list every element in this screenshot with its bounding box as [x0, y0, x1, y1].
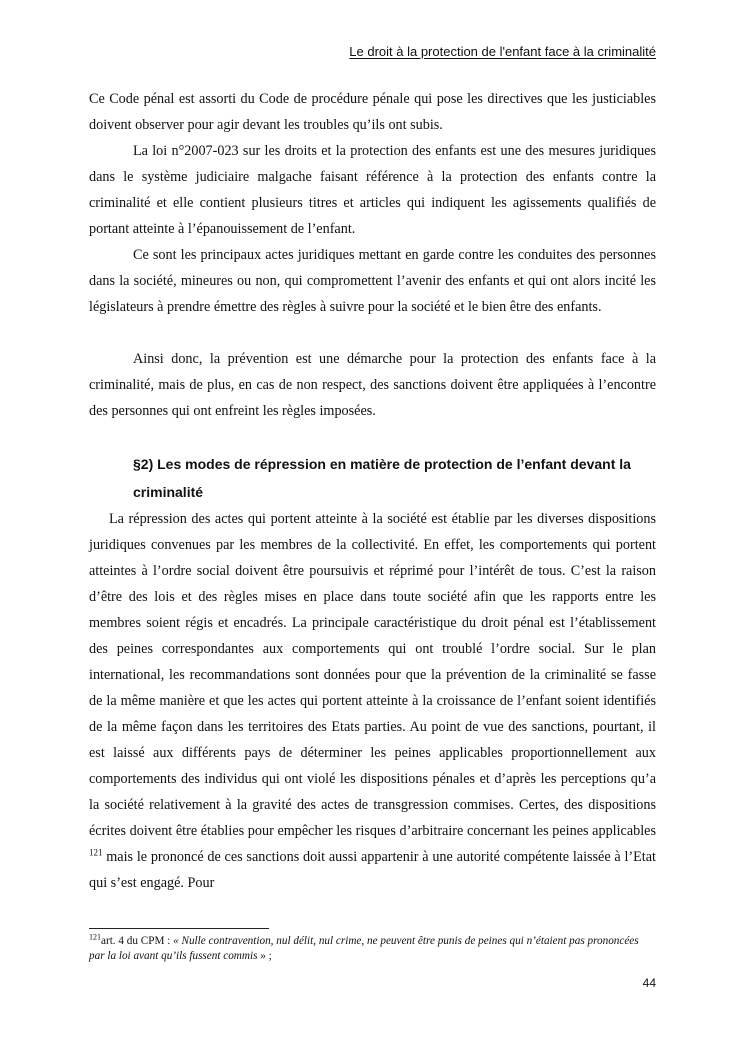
footnote-prefix: art. 4 du CPM :	[101, 935, 174, 947]
paragraph-5-continuation: mais le prononcé de ces sanctions doit aussi appartenir à une autorité compétente laissée à l’Etat qui s’est engagé. Pour	[89, 849, 656, 891]
footnote-reference[interactable]: 121	[89, 847, 103, 858]
paragraph-5	[89, 506, 656, 896]
footnote-separator	[89, 928, 269, 929]
footnote-suffix: » ;	[257, 950, 272, 962]
paragraph-gap	[89, 424, 656, 450]
footnote-number: 121	[89, 932, 101, 942]
paragraph-3: Ce sont les principaux actes juridiques mettant en garde contre les conduites des personnes dans la société, mineures ou non, qui compromettent l’avenir des enfants et qui ont alors incité les législateurs à prendre émettre des règles à suivre pour la société et le bien être des enfants.	[89, 247, 656, 315]
page-number: 44	[642, 976, 656, 990]
paragraph-5-text: La répression des actes qui portent atteinte à la société est établie par les diverses dispositions juridiques convenues par les membres de la collectivité. En effet, les comportements qui portent atteintes à l’ordre social doivent être poursuivis et réprimé pour l’intérêt de tous. C’est la raison d’être des lois et des règles mises en place dans toute société afin que les rapports entre les membres soient régis et encadrés. La principale caractéristique du droit pénal est l’établissement des peines correspondantes aux comportements qui ont troublé l’ordre social. Sur le plan international, les recommandations sont données pour que la prévention de la criminalité se fasse de la même manière et que les actes qui portent atteinte à la croissance de l’enfant soient identifiés de la même façon dans les territoires des Etats parties. Au point de vue des sanctions, pourtant, il est laissé aux différents pays de déterminer les peines applicables proportionnellement aux comportements des individus qui ont violé les dispositions pénales et d’après les perceptions qu’a la société relativement à la gravité des actes de transgression commises. Certes, des dispositions écrites doivent être établies pour empêcher les risques d’arbitraire concernant les peines applicables	[89, 511, 656, 839]
paragraph-gap	[89, 320, 656, 346]
running-header: Le droit à la protection de l'enfant face à la criminalité	[349, 44, 656, 59]
paragraph-2: La loi n°2007-023 sur les droits et la protection des enfants est une des mesures juridiques dans le système judiciaire malgache faisant référence à la protection des enfants contre la criminalité et elle contient plusieurs titres et articles qui indiquent les agissements qualifiés de portant atteinte à l’épanouissement de l’enfant.	[89, 143, 656, 237]
footnote-quote: « Nulle contravention, nul délit, nul crime, ne peuvent être punis de peines qui n’étaient pas prononcées par la loi avant qu’ils fussent commis	[89, 935, 639, 962]
footnote	[89, 934, 656, 964]
page-content	[89, 86, 656, 896]
paragraph-1: Ce Code pénal est assorti du Code de procédure pénale qui pose les directives que les justiciables doivent observer pour agir devant les troubles qu’ils ont subis.	[89, 91, 656, 133]
section-heading: §2) Les modes de répression en matière de protection de l’enfant devant la criminalité	[133, 456, 631, 500]
paragraph-4: Ainsi donc, la prévention est une démarche pour la protection des enfants face à la criminalité, mais de plus, en cas de non respect, des sanctions doivent être appliquées à l’encontre des personnes qui ont enfreint les règles imposées.	[89, 351, 656, 419]
